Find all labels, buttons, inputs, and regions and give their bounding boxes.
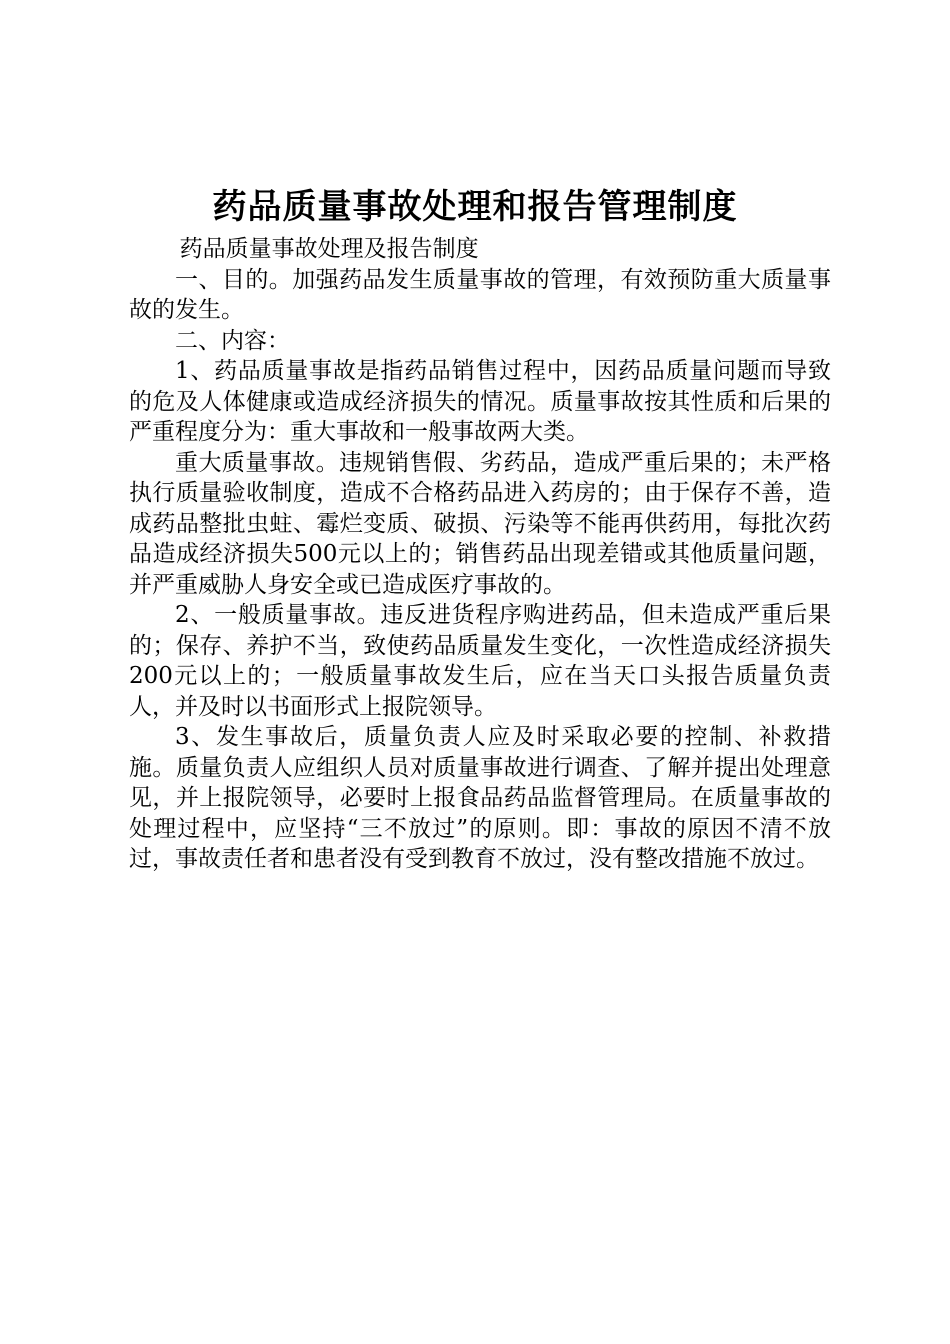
document-title: 药品质量事故处理和报告管理制度 xyxy=(212,187,738,227)
paragraph-item-1: 1、药品质量事故是指药品销售过程中，因药品质量问题而导致的危及人体健康或造成经济损失的情况。质量事故按其性质和后果的严重程度分为：重大事故和一般事故两大类。 xyxy=(129,358,831,445)
paragraph-content-heading: 二、内容： xyxy=(175,327,290,354)
document-body xyxy=(129,234,831,875)
paragraph-item-3: 3、发生事故后，质量负责人应及时采取必要的控制、补救措施。质量负责人应组织人员对质量事故进行调查、了解并提出处理意见，并上报院领导，必要时上报食品药品监督管理局。在质量事故的处理过程中，应坚持“三不放过”的原则。即：事故的原因不清不放过，事故责任者和患者没有受到教育不放过，没有整改措施不放过。 xyxy=(129,724,831,872)
paragraph-item-2: 2、一般质量事故。违反进货程序购进药品，但未造成严重后果的；保存、养护不当，致使药品质量发生变化，一次性造成经济损失200元以上的；一般质量事故发生后，应在当天口头报告质量负责人，并及时以书面形式上报院领导。 xyxy=(129,602,831,720)
paragraph-major-incident: 重大质量事故。违规销售假、劣药品，造成严重后果的；未严格执行质量验收制度，造成不合格药品进入药房的；由于保存不善，造成药品整批虫蛀、霉烂变质、破损、污染等不能再供药用，每批次药品造成经济损失500元以上的；销售药品出现差错或其他质量问题，并严重威胁人身安全或已造成医疗事故的。 xyxy=(129,449,831,598)
paragraph-purpose: 一、目的。加强药品发生质量事故的管理，有效预防重大质量事故的发生。 xyxy=(129,266,831,323)
paragraph-subtitle: 药品质量事故处理及报告制度 xyxy=(179,236,479,262)
